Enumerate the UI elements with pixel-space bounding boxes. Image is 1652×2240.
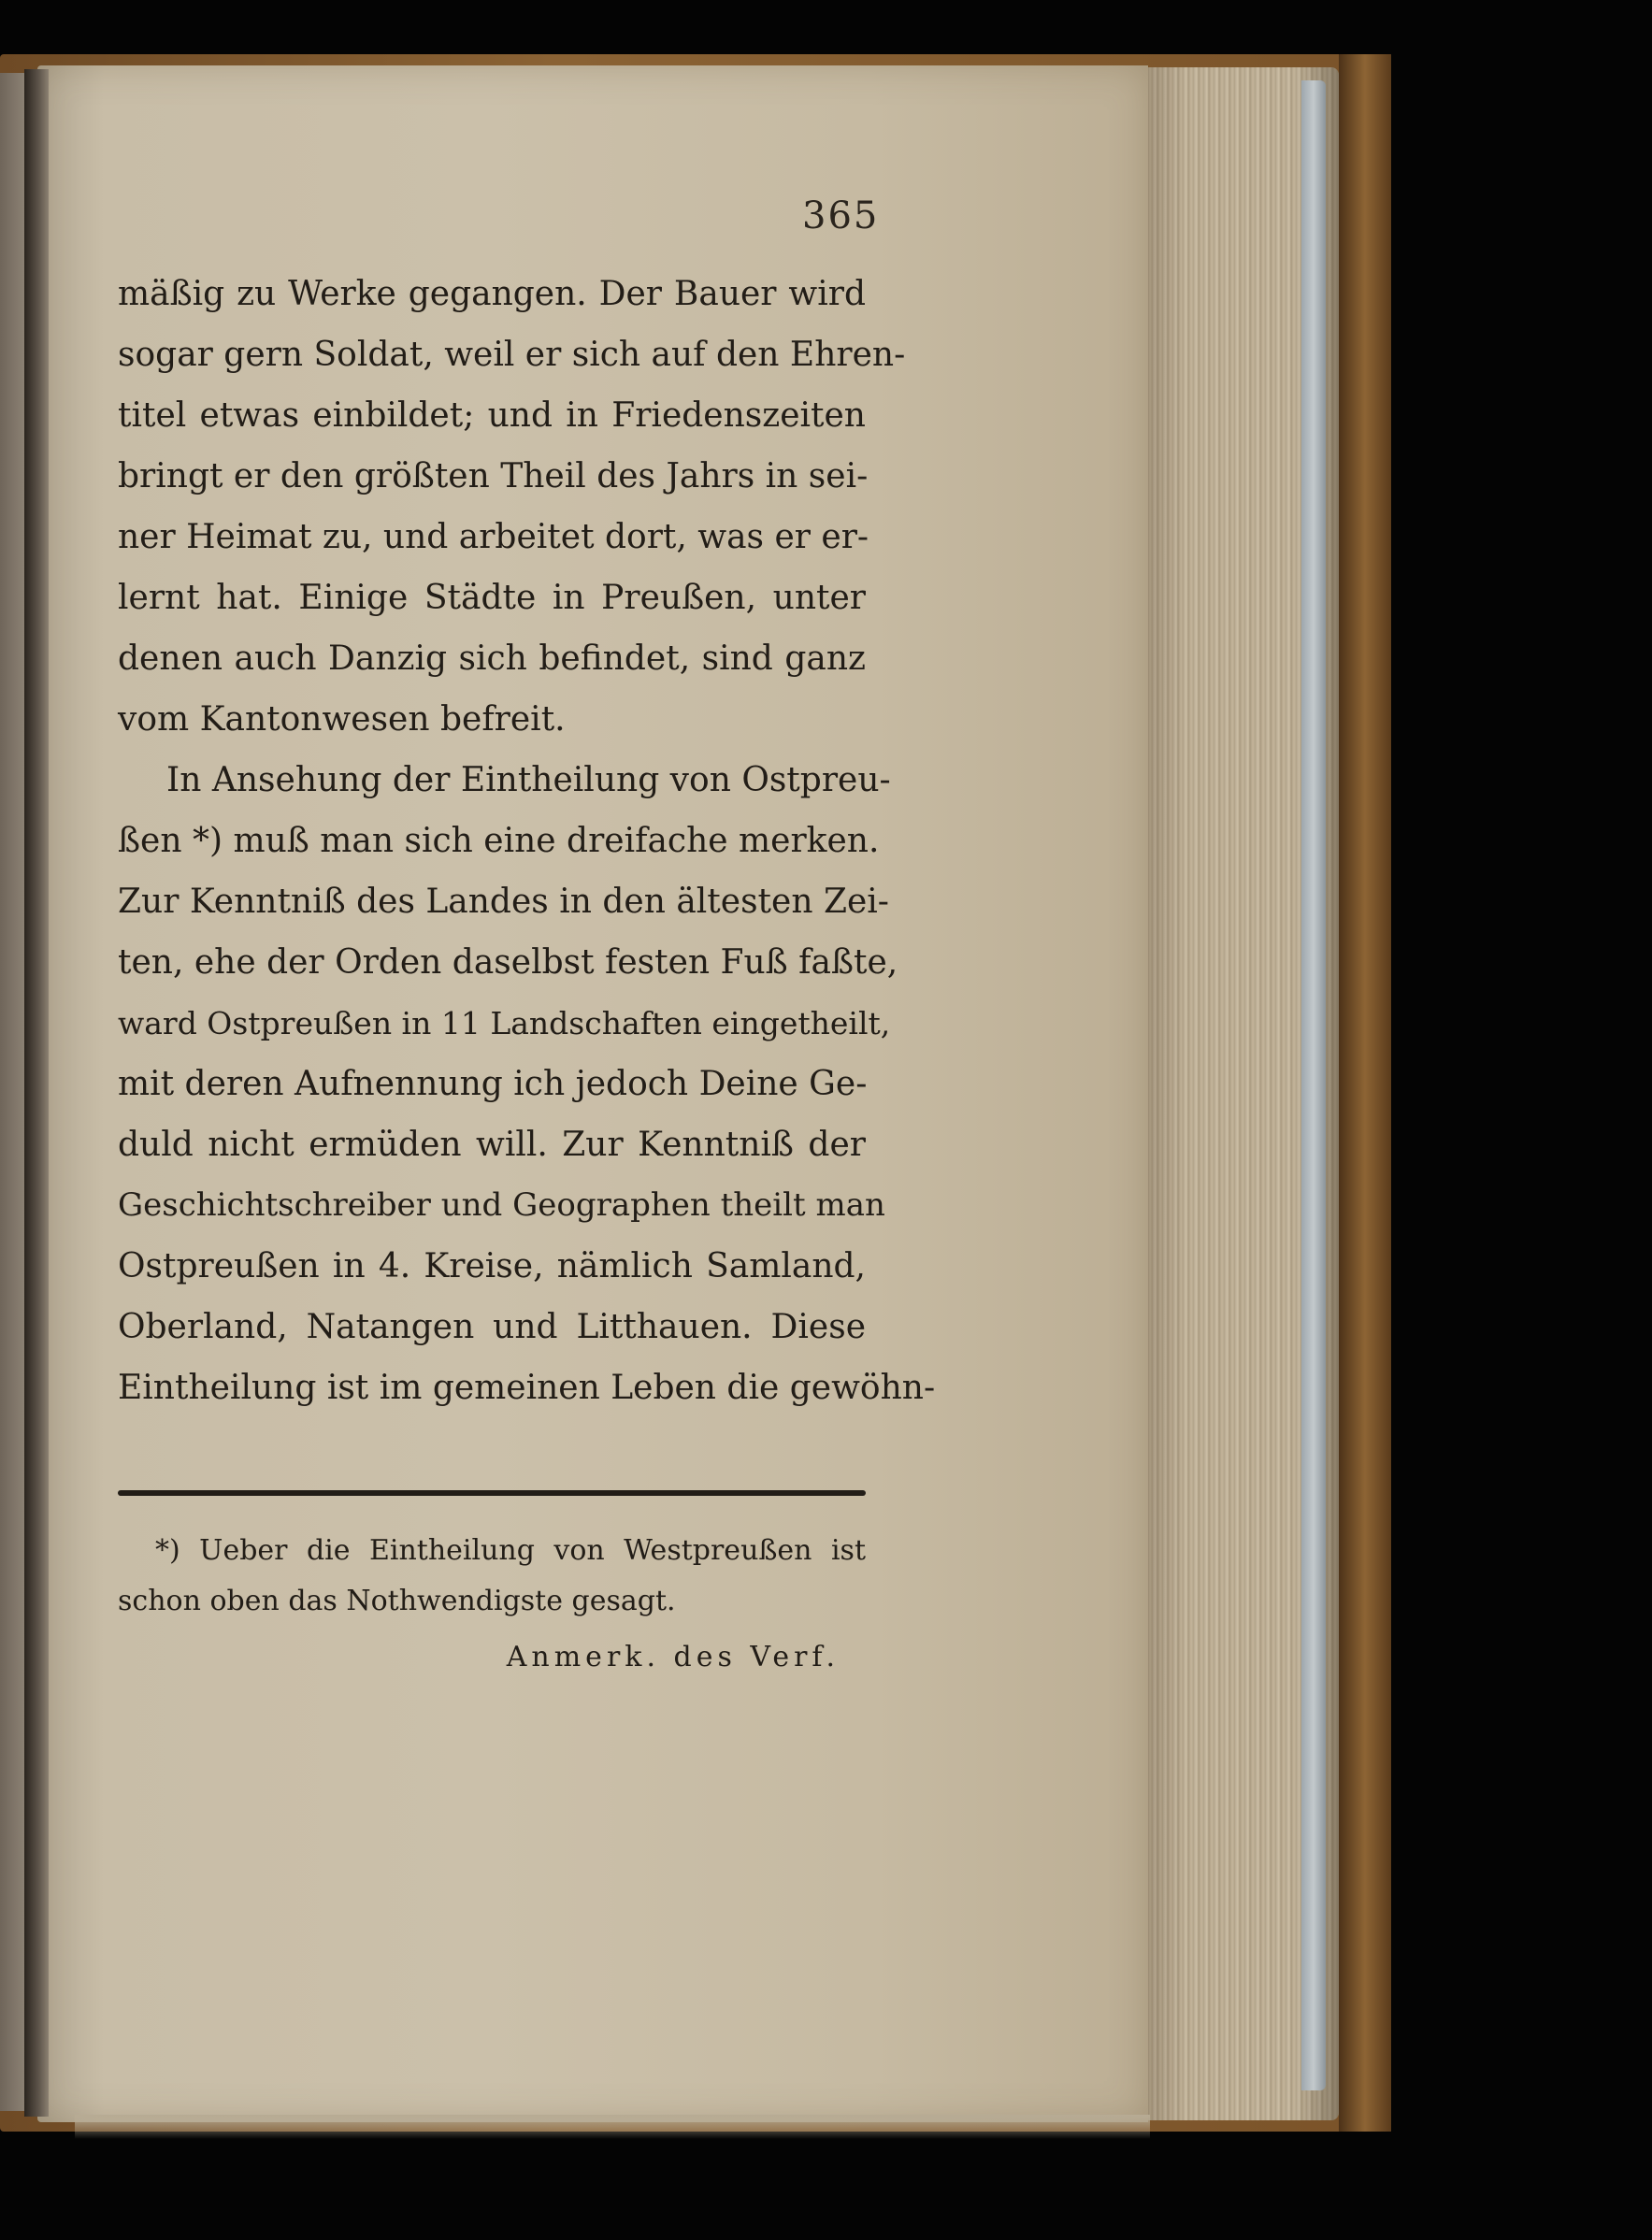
text-line: Ostpreußen in 4. Kreise, nämlich Samland,: [118, 1247, 866, 1285]
text-line: denen auch Danzig sich befindet, sind ganz: [118, 639, 866, 678]
text-line: Eintheilung ist im gemeinen Leben die gewöhn-: [118, 1369, 936, 1407]
text-line: vom Kantonwesen befreit.: [118, 700, 566, 739]
text-line: Oberland, Natangen und Litthauen. Diese: [118, 1308, 866, 1346]
text-line: In Ansehung der Eintheilung von Ostpreu-: [166, 761, 891, 799]
text-line: sogar gern Soldat, weil er sich auf den Ehren-: [118, 336, 906, 374]
text-line: lernt hat. Einige Städte in Preußen, unter: [118, 579, 866, 617]
text-line: ten, ehe der Orden daselbst festen Fuß faßte,: [118, 943, 898, 982]
footnote-line: schon oben das Nothwendigste gesagt.: [118, 1585, 676, 1617]
text-line: ßen *) muß man sich eine dreifache merken.: [118, 822, 880, 860]
page-bottom-edge: [75, 2115, 1150, 2139]
text-line: duld nicht ermüden will. Zur Kenntniß der: [118, 1126, 866, 1164]
text-line: Geschichtschreiber und Geographen theilt man: [118, 1186, 885, 1224]
text-line: Zur Kenntniß des Landes in den ältesten Zei-: [118, 883, 889, 921]
footnote-separator-rule: [118, 1490, 866, 1496]
text-line: mäßig zu Werke gegangen. Der Bauer wird: [118, 275, 866, 313]
text-line: titel etwas einbildet; und in Friedenszeiten: [118, 396, 866, 435]
footnote: [118, 1526, 866, 1683]
text-line: bringt er den größten Theil des Jahrs in sei-: [118, 457, 869, 495]
body-text: [118, 264, 936, 1418]
footnote-signature: Anmerk. des Verf.: [506, 1641, 840, 1673]
book-gutter: [24, 69, 49, 2117]
text-line: ward Ostpreußen in 11 Landschaften eingetheilt,: [118, 1005, 891, 1041]
text-line: ner Heimat zu, und arbeitet dort, was er er-: [118, 518, 869, 556]
footnote-line: *) Ueber die Eintheilung von Westpreußen ist: [155, 1534, 866, 1567]
book-cover-edge: [1339, 54, 1391, 2132]
text-line: mit deren Aufnennung ich jedoch Deine Ge-: [118, 1065, 868, 1103]
endpaper-edge: [1301, 80, 1326, 2090]
page-number: 365: [802, 194, 880, 237]
